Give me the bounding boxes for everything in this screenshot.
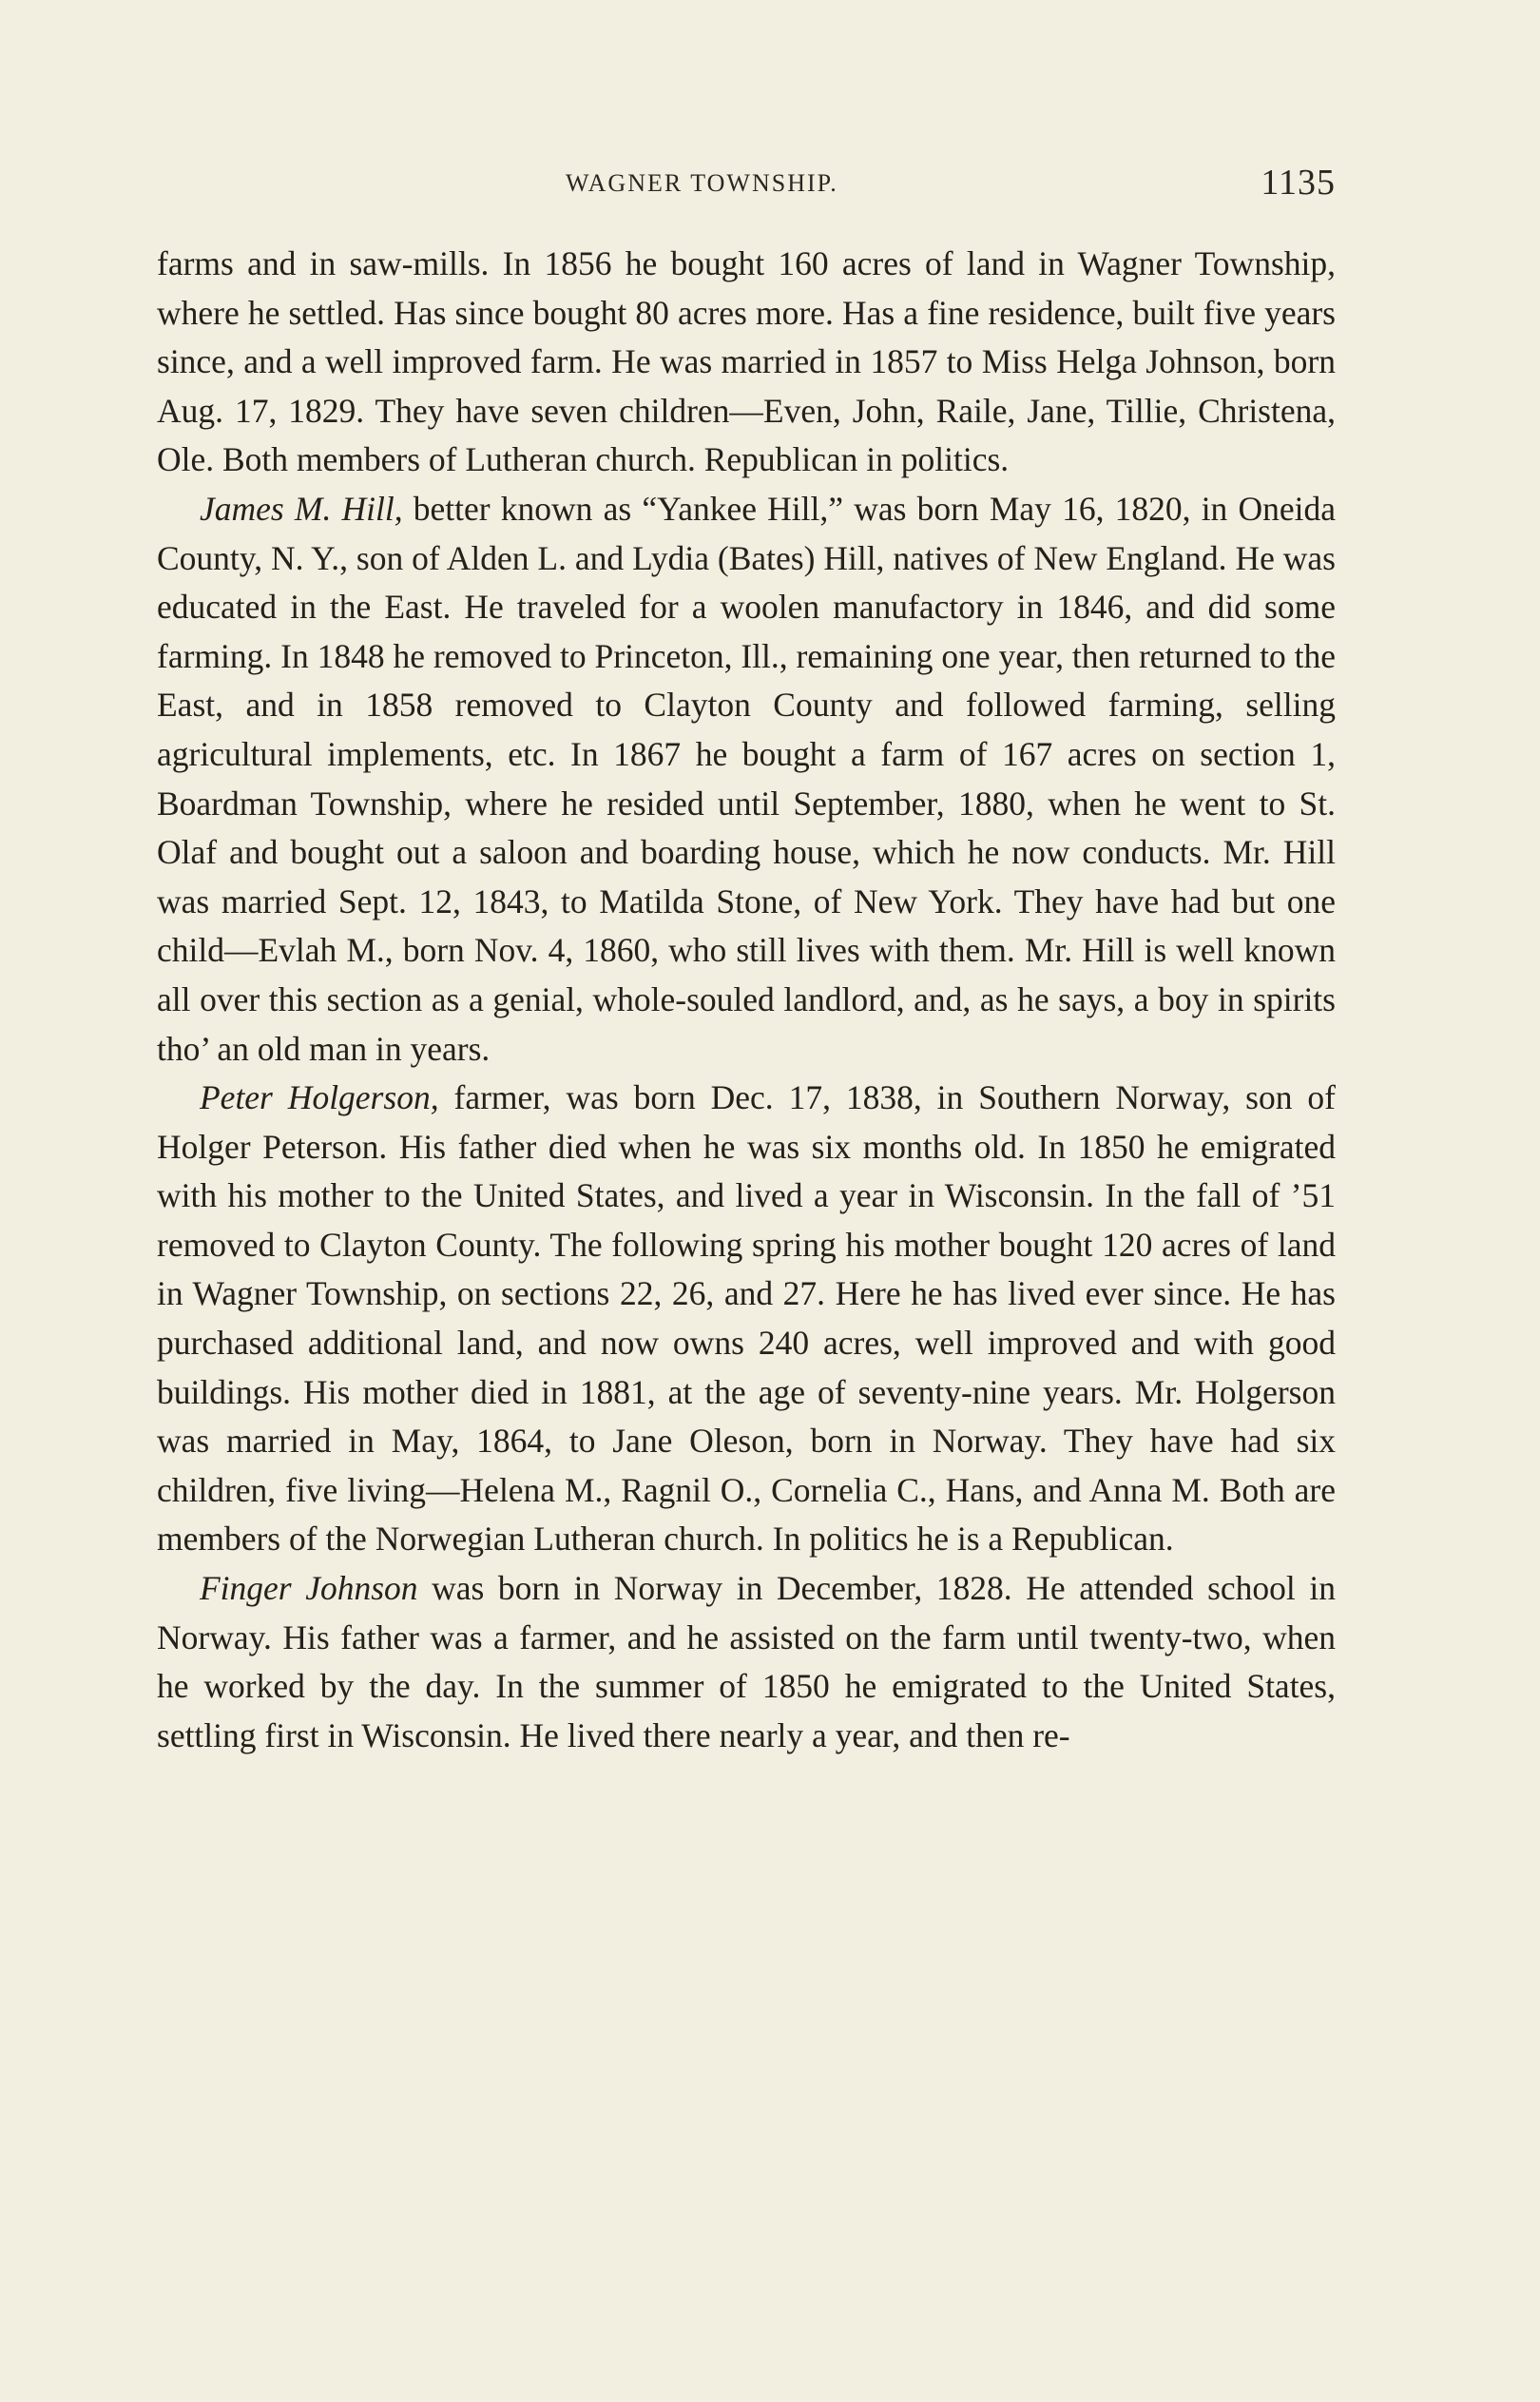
- entry-james-m-hill: [157, 485, 1336, 1074]
- entry-text: farmer, was born Dec. 17, 1838, in Southern Norway, son of Holger Peterson. His father died when he was six months old. In 1850 he emigrated with his mother to the United States, and lived a year in Wisconsin. In the fall of ’51 removed to Clayton County. The following spring his mother bought 120 acres of land in Wagner Township, on sections 22, 26, and 27. Here he has lived ever since. He has purchased additional land, and now owns 240 acres, well improved and with good buildings. His mother died in 1881, at the age of seventy-nine years. Mr. Holgerson was married in May, 1864, to Jane Oleson, born in Norway. They have had six children, five living—Helena M., Ragnil O., Cornelia C., Hans, and Anna M. Both are members of the Norwegian Lutheran church. In politics he is a Republican.: [157, 1078, 1336, 1559]
- page-number: 1135: [1261, 163, 1336, 203]
- page-header: [157, 162, 1336, 209]
- running-head: WAGNER TOWNSHIP.: [566, 169, 838, 197]
- entry-text: was born in Norway in December, 1828. He attended school in Norway. His father was a farmer, and he assisted on the farm until twenty-two, when he worked by the day. In the summer of 1850 he emigrated to the United States, settling first in Wisconsin. He lived there nearly a year, and then re-: [157, 1569, 1336, 1754]
- entry-name: Peter Holgerson,: [200, 1078, 439, 1117]
- paragraph-text: farms and in saw-mills. In 1856 he bought 160 acres of land in Wagner Township, where he settled. Has since bought 80 acres more. Has a fine residence, built five years since, and a well improved farm. He was married in 1857 to Miss Helga Johnson, born Aug. 17, 1829. They have seven children—Even, John, Raile, Jane, Tillie, Christena, Ole. Both members of Lutheran church. Republican in politics.: [157, 244, 1336, 479]
- entry-peter-holgerson: [157, 1074, 1336, 1564]
- entry-finger-johnson: [157, 1564, 1336, 1760]
- entry-name: James M. Hill,: [200, 489, 403, 528]
- entry-text: better known as “Yankee Hill,” was born May 16, 1820, in Oneida County, N. Y., son of Alden L. and Lydia (Bates) Hill, natives of New England. He was educated in the East. He traveled for a woolen manufactory in 1846, and did some farming. In 1848 he removed to Princeton, Ill., remaining one year, then returned to the East, and in 1858 removed to Clayton County and followed farming, selling agricultural implements, etc. In 1867 he bought a farm of 167 acres on section 1, Boardman Township, where he resided until September, 1880, when he went to St. Olaf and bought out a saloon and boarding house, which he now conducts. Mr. Hill was married Sept. 12, 1843, to Matilda Stone, of New York. They have had but one child—Evlah M., born Nov. 4, 1860, who still lives with them. Mr. Hill is well known all over this section as a genial, whole-souled landlord, and, as he says, a boy in spirits tho’ an old man in years.: [157, 489, 1336, 1068]
- entry-name: Finger Johnson: [200, 1569, 418, 1608]
- body-text: [157, 240, 1336, 1760]
- paragraph-continuation: [157, 240, 1336, 485]
